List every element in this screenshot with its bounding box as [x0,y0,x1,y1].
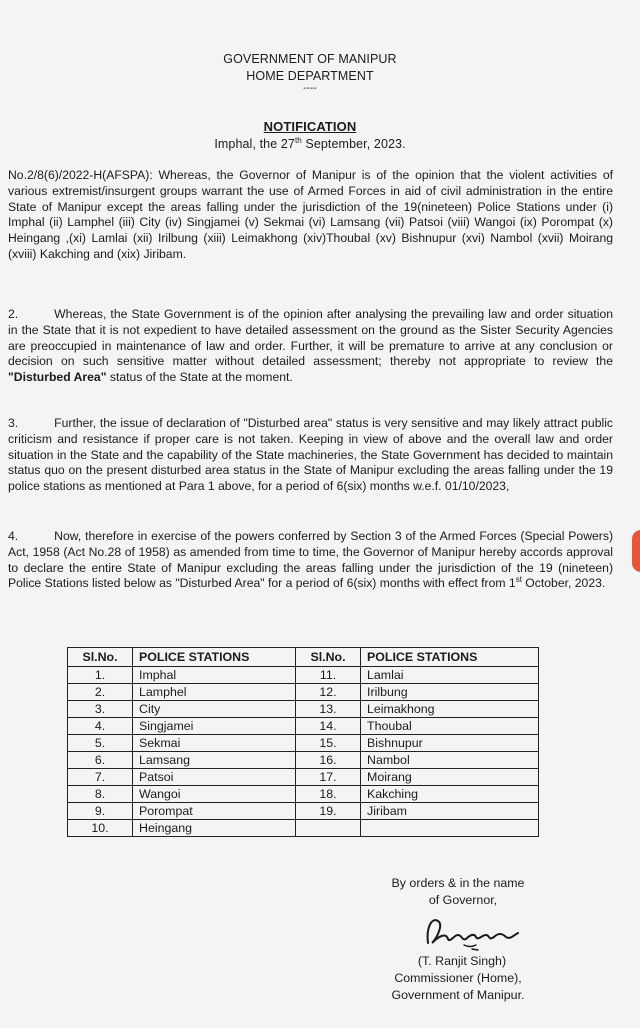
cell-slno: 17. [296,769,361,786]
signature-order-line: By orders & in the name [391,876,525,890]
cell-slno: 2. [68,684,133,701]
cell-slno: 10. [68,820,133,837]
cell-station: Porompat [133,803,296,820]
cell-station: Lamphel [133,684,296,701]
cell-slno: 16. [296,752,361,769]
table-row [68,803,539,820]
edge-marker [632,530,640,572]
cell-station: Heingang [133,820,296,837]
place-date-text: Imphal, the 27 [214,137,295,151]
signatory-name: (T. Ranjit Singh) [417,954,507,968]
cell-station: Wangoi [133,786,296,803]
notification-title: NOTIFICATION [263,119,357,134]
paragraph-2-number: 2. [8,307,19,321]
cell-slno: 8. [68,786,133,803]
cell-slno: 19. [296,803,361,820]
cell-slno: 6. [68,752,133,769]
cell-slno: 3. [68,701,133,718]
paragraph-1: No.2/8(6)/2022-H(AFSPA): Whereas, the Governor of Manipur is of the opinion that the violent activities of various extremist/insurgent groups warrant the use of Armed Forces in aid of civil administration in the entire State of Manipur except the areas falling under the jurisdiction of the 19(nineteen) Police Stations under (i) Imphal (ii) Lamphel (iii) City (iv) Singjamei (v) Sekmai (vi) Lamsang (vii) Patsoi (viii) Wangoi (ix) Porompat (x) Heingang ,(xi) Lamlai (xii) Irilbung (xiii) Leimakhong (xiv)Thoubal (xv) Bishnupur (xvi) Nambol (xvii) Moirang (xviii) Kakching and (xix) Jiribam. [8,168,613,261]
cell-station: Imphal [133,667,296,684]
department-title: HOME DEPARTMENT [246,69,374,83]
table-row [68,667,539,684]
signature-governor-line: of Governor, [428,893,498,907]
cell-station: Singjamei [133,718,296,735]
cell-slno: 9. [68,803,133,820]
cell-station: Bishnupur [361,735,539,752]
cell-slno: 4. [68,718,133,735]
col-header-slno: Sl.No. [68,648,133,667]
table-row [68,786,539,803]
cell-slno: 12. [296,684,361,701]
date-suffix: th [294,135,302,145]
signatory-designation: Commissioner (Home), [394,971,522,985]
cell-station: Patsoi [133,769,296,786]
police-stations-table [67,647,539,837]
cell-station: Kakching [361,786,539,803]
cell-slno: 14. [296,718,361,735]
paragraph-4-text: Now, therefore in exercise of the powers conferred by Section 3 of the Armed Forces (Special Powers) Act, 1958 (Act No.28 of 1958) as amended from time to time, the Governor of Manipur hereby accords approval to declare the entire State of Manipur excluding the areas falling under the jurisdiction of the 19 (nineteen) Police Stations listed below as "Disturbed Area" for a period of 6(six) months with effect from 1 [8,529,613,591]
place-date-month: September, 2023. [301,137,406,151]
col-header-stations: POLICE STATIONS [133,648,296,667]
paragraph-3-number: 3. [8,416,19,430]
paragraph-3 [8,416,613,495]
cell-station: Sekmai [133,735,296,752]
table-header-row [68,648,539,667]
cell-station [361,820,539,837]
paragraph-4-number: 4. [8,529,19,543]
cell-slno: 18. [296,786,361,803]
paragraph-2-text-end: status of the State at the moment. [106,370,293,385]
disturbed-area-term: "Disturbed Area" [8,370,107,385]
cell-station: Lamsang [133,752,296,769]
cell-station: Irilbung [361,684,539,701]
header-separator: ---- [303,83,317,94]
signatory-office: Government of Manipur. [391,988,525,1002]
table-row [68,752,539,769]
cell-slno: 11. [296,667,361,684]
table-row [68,735,539,752]
table-row [68,684,539,701]
cell-slno [296,820,361,837]
paragraph-4 [8,529,613,592]
cell-station: Thoubal [361,718,539,735]
cell-station: Leimakhong [361,701,539,718]
table-row [68,701,539,718]
cell-slno: 7. [68,769,133,786]
cell-slno: 15. [296,735,361,752]
cell-slno: 13. [296,701,361,718]
cell-station: Nambol [361,752,539,769]
cell-slno: 5. [68,735,133,752]
handwritten-signature [418,913,528,955]
paragraph-2 [8,307,613,386]
place-date [0,137,620,151]
govt-title: GOVERNMENT OF MANIPUR [223,52,397,66]
cell-station: Moirang [361,769,539,786]
date-suffix-2: st [515,575,522,585]
table-row [68,820,539,837]
table-row [68,769,539,786]
paragraph-3-text: Further, the issue of declaration of "Disturbed area" status is very sensitive and may likely attract public criticism and resistance if proper care is not taken. Keeping in view of above and the overall law and order situation in the State and the capability of the State machineries, the State Government has decided to maintain status quo on the present disturbed area status in the State of Manipur excluding the areas falling under the 19 police stations as mentioned at Para 1 above, for a period of 6(six) months w.e.f. 01/10/2023, [8,416,613,494]
cell-station: Jiribam [361,803,539,820]
col-header-stations-2: POLICE STATIONS [361,648,539,667]
paragraph-2-text: Whereas, the State Government is of the opinion after analysing the prevailing law and order situation in the State that it is not expedient to have detailed assessment on the ground as the Sister Security Agencies are preoccupied in maintenance of law and order. Further, it will be premature to arrive at any conclusion or decision on such sensitive matter without detailed assessment; thereby not appropriate to review the [8,307,613,369]
cell-slno: 1. [68,667,133,684]
cell-station: City [133,701,296,718]
paragraph-4-text-end: October, 2023. [521,576,606,591]
table-row [68,718,539,735]
col-header-slno-2: Sl.No. [296,648,361,667]
cell-station: Lamlai [361,667,539,684]
